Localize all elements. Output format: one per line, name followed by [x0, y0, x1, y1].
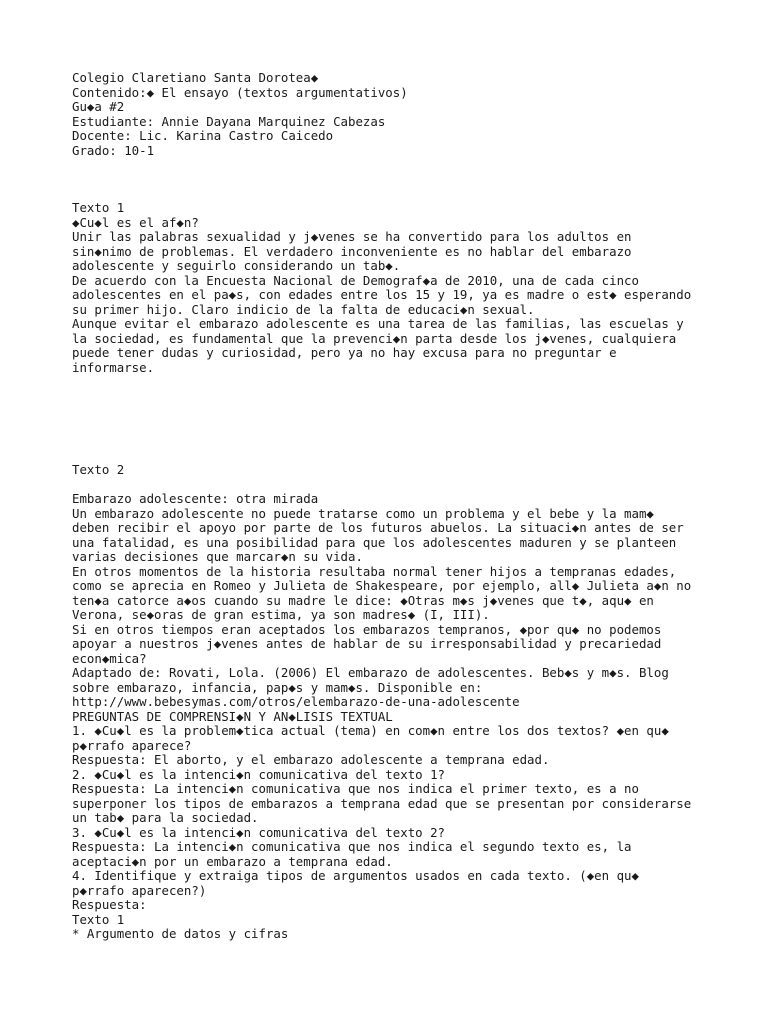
answer-line: Texto 1 — [72, 911, 125, 927]
texto1-title: Texto 1 — [72, 200, 125, 215]
text-line: Verona, se◆oras de gran estima, ya son madres◆ (I, III). — [72, 607, 490, 622]
header-block — [72, 71, 732, 158]
grade: Grado: 10-1 — [72, 142, 155, 158]
texto2-block — [72, 463, 732, 942]
content-line: Contenido:◆ El ensayo (textos argumentativos) — [72, 84, 408, 100]
text-line: como se aprecia en Romeo y Julieta de Shakespeare, por ejemplo, all◆ Julieta a◆n no — [72, 578, 692, 593]
answer-line: Respuesta: La intenci◆n comunicativa que nos indica el segundo texto es, la — [72, 839, 632, 854]
texto2-heading: Embarazo adolescente: otra mirada — [72, 491, 319, 506]
text-line: ten◆a catorce a◆os cuando su madre le dice: ◆Otras m◆s j◆venes que t◆, aqu◆ en — [72, 592, 654, 608]
text-line: apoyar a nuestros j◆venes antes de hablar de su irresponsabilidad y precariedad — [72, 636, 662, 651]
question-line: 1. ◆Cu◆l es la problem◆tica actual (tema) en com◆n entre los dos textos? ◆en qu◆ — [72, 723, 669, 738]
text-line: su primer hijo. Claro indicio de la falta de educaci◆n sexual. — [72, 301, 535, 317]
text-line: varias decisiones que marcar◆n su vida. — [72, 549, 363, 564]
texto2-title: Texto 2 — [72, 462, 125, 477]
question-line: 3. ◆Cu◆l es la intenci◆n comunicativa del texto 2? — [72, 824, 445, 840]
answer-line: Respuesta: — [72, 897, 147, 912]
texto1-heading: ◆Cu◆l es el af◆n? — [72, 214, 199, 230]
text-line: informarse. — [72, 359, 155, 375]
text-line: De acuerdo con la Encuesta Nacional de Demograf◆a de 2010, una de cada cinco — [72, 272, 639, 288]
citation-line: sobre embarazo, infancia, pap◆s y mam◆s. Disponible en: — [72, 679, 483, 695]
answer-line: superponer los tipos de embarazos a temprana edad que se presentan por considerarse — [72, 795, 692, 811]
question-line: p◆rrafo aparece? — [72, 737, 192, 753]
source-url: http://www.bebesymas.com/otros/elembarazo-de-una-adolescente — [72, 694, 520, 709]
answer-line: aceptaci◆n por un embarazo a temprana edad. — [72, 853, 393, 869]
teacher-name: Docente: Lic. Karina Castro Caicedo — [72, 128, 334, 143]
question-line: 4. Identifique y extraiga tipos de argumentos usados en cada texto. (◆en qu◆ — [72, 868, 639, 883]
text-line: adolescente y seguirlo considerando un tab◆. — [72, 258, 401, 273]
question-line: p◆rrafo aparecen?) — [72, 882, 207, 898]
document-page — [72, 71, 732, 942]
text-line: Aunque evitar el embarazo adolescente es una tarea de las familias, las escuelas y — [72, 316, 684, 331]
citation-line: Adaptado de: Rovati, Lola. (2006) El embarazo de adolescentes. Beb◆s y m◆s. Blog — [72, 665, 669, 680]
text-line: adolescentes en el pa◆s, con edades entre los 15 y 19, ya es madre o est◆ esperando — [72, 287, 692, 302]
school-name: Colegio Claretiano Santa Dorotea◆ — [72, 70, 319, 85]
guide-number: Gu◆a #2 — [72, 99, 125, 114]
text-line: puede tener dudas y curiosidad, pero ya no hay excusa para no preguntar e — [72, 345, 617, 360]
text-line: En otros momentos de la historia resultaba normal tener hijos a tempranas edades, — [72, 563, 677, 579]
answer-line: Respuesta: La intenci◆n comunicativa que nos indica el primer texto, es a no — [72, 781, 639, 796]
text-line: econ◆mica? — [72, 650, 147, 666]
questions-heading: PREGUNTAS DE COMPRENSI◆N Y AN◆LISIS TEXTUAL — [72, 708, 393, 724]
text-line: Un embarazo adolescente no puede tratarse como un problema y el bebe y la mam◆ — [72, 505, 654, 521]
text-line: deben recibir el apoyo por parte de los futuros abuelos. La situaci◆n antes de ser — [72, 520, 684, 535]
text-line: sin◆nimo de problemas. El verdadero inconveniente es no hablar del embarazo — [72, 243, 632, 259]
answer-line: * Argumento de datos y cifras — [72, 926, 289, 941]
text-line: Unir las palabras sexualidad y j◆venes se ha convertido para los adultos en — [72, 229, 632, 244]
answer-line: un tab◆ para la sociedad. — [72, 810, 259, 825]
answer-line: Respuesta: El aborto, y el embarazo adolescente a temprana edad. — [72, 752, 550, 767]
student-name: Estudiante: Annie Dayana Marquinez Cabezas — [72, 113, 386, 129]
texto1-block — [72, 201, 732, 375]
question-line: 2. ◆Cu◆l es la intenci◆n comunicativa del texto 1? — [72, 766, 445, 782]
text-line: una fatalidad, es una posibilidad para que los adolescentes maduren y se planteen — [72, 534, 677, 550]
text-line: Si en otros tiempos eran aceptados los embarazos tempranos, ◆por qu◆ no podemos — [72, 621, 662, 637]
text-line: la sociedad, es fundamental que la prevenci◆n parta desde los j◆venes, cualquiera — [72, 330, 677, 346]
